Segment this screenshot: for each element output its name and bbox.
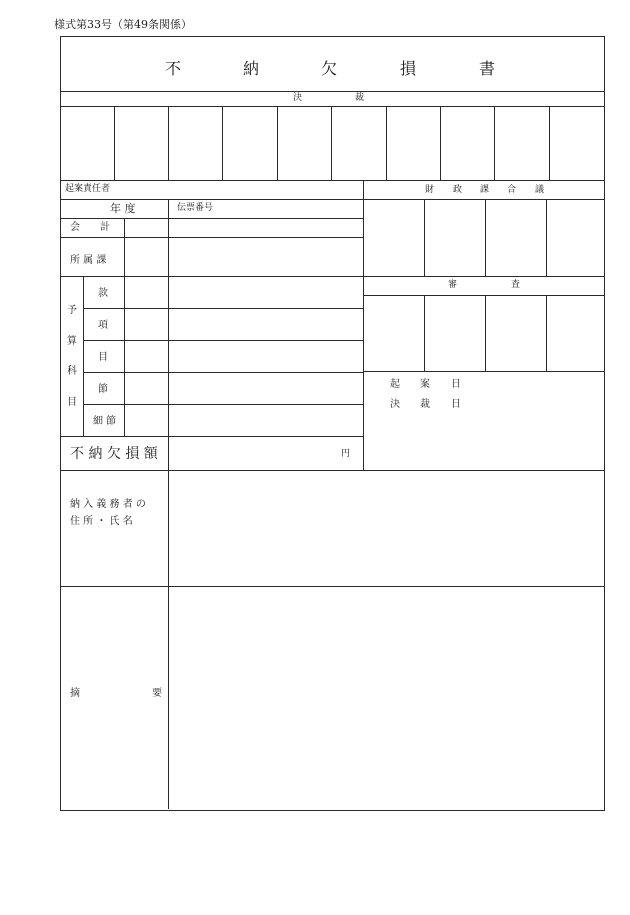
label-column-divider (168, 199, 169, 471)
zaisei-char-4: 合 (507, 185, 517, 195)
stamp-box-divider (114, 106, 115, 180)
kian-bi-char-2: 案 (420, 379, 430, 390)
tekiyo-label-left: 摘 (70, 688, 80, 699)
title-char-4: 損 (400, 59, 417, 78)
yosan-kamoku-divider (83, 276, 84, 436)
nonyu-gimusha-line2: 住 所 ・ 氏 名 (70, 516, 133, 527)
nonyu-gimusha-line1: 納 入 義 務 者 の (70, 499, 146, 510)
yosan-char-2: 算 (67, 336, 77, 347)
zaisei-char-3: 課 (480, 185, 490, 195)
kessai-bi-char-1: 決 (390, 399, 400, 410)
title-char-1: 不 (165, 59, 182, 78)
divider (83, 404, 363, 405)
zaisei-char-5: 議 (535, 185, 545, 195)
shinsa-label-left: 審 (448, 280, 458, 290)
stamp-box-divider (331, 106, 332, 180)
divider (60, 276, 363, 277)
title-char-2: 納 (243, 59, 260, 78)
kian-bi-char-1: 起 (390, 379, 400, 390)
stamp-box-divider (222, 106, 223, 180)
zaisei-box-divider (424, 199, 425, 276)
divider (83, 308, 363, 309)
zaisei-char-2: 政 (453, 185, 463, 195)
yosan-char-3: 科 (67, 366, 77, 377)
divider (60, 586, 604, 587)
zaisei-box-divider (546, 199, 547, 276)
kou-label: 項 (98, 320, 108, 331)
yosan-char-1: 予 (67, 305, 77, 316)
stamp-box-divider (549, 106, 550, 180)
divider (363, 371, 604, 372)
divider (60, 237, 363, 238)
main-column-divider (363, 180, 364, 470)
divider (363, 276, 604, 277)
divider (60, 106, 604, 107)
shinsa-box-divider (424, 295, 425, 371)
form-frame (60, 36, 605, 811)
label-column-divider (168, 470, 169, 809)
divider (60, 91, 604, 92)
nendo-label: 年 度 (110, 202, 136, 215)
divider (363, 295, 604, 296)
stamp-box-divider (386, 106, 387, 180)
stamp-box-divider (168, 106, 169, 180)
setsu-label: 節 (98, 384, 108, 395)
zaisei-char-1: 財 (425, 185, 435, 195)
divider (60, 199, 604, 200)
kessai-label-left: 決 (293, 93, 303, 103)
divider (83, 340, 363, 341)
yen-unit: 円 (341, 449, 351, 459)
stamp-box-divider (494, 106, 495, 180)
zaisei-box-divider (485, 199, 486, 276)
divider (83, 372, 363, 373)
stamp-box-divider (277, 106, 278, 180)
divider (60, 218, 363, 219)
kaikei-label-left: 会 (70, 222, 80, 233)
kessai-bi-char-2: 裁 (420, 399, 430, 410)
denpyo-bango-label: 伝票番号 (177, 203, 214, 213)
form-number: 様式第33号（第49条関係） (54, 18, 192, 31)
shinsa-label-right: 査 (511, 280, 521, 290)
kessai-bi-char-3: 日 (451, 399, 461, 410)
kaikei-label-right: 計 (100, 222, 110, 233)
tekiyo-label-right: 要 (152, 688, 162, 699)
title-char-5: 書 (479, 59, 496, 78)
moku-label: 目 (98, 352, 108, 363)
shozokuka-label: 所 属 課 (70, 255, 107, 266)
kian-sekininsha-label: 起案責任者 (65, 184, 111, 194)
divider (60, 180, 604, 181)
shinsa-box-divider (485, 295, 486, 371)
shinsa-box-divider (546, 295, 547, 371)
kan-label: 款 (98, 288, 108, 299)
kian-bi-char-3: 日 (451, 379, 461, 390)
kessai-label-right: 裁 (355, 93, 365, 103)
funo-kesson-gaku-label: 不 納 欠 損 額 (70, 446, 158, 462)
title-char-3: 欠 (321, 59, 338, 78)
stamp-box-divider (440, 106, 441, 180)
yosan-char-4: 目 (67, 397, 77, 408)
divider (60, 436, 363, 437)
saisetsu-label: 細 節 (93, 416, 117, 427)
divider (60, 470, 604, 471)
